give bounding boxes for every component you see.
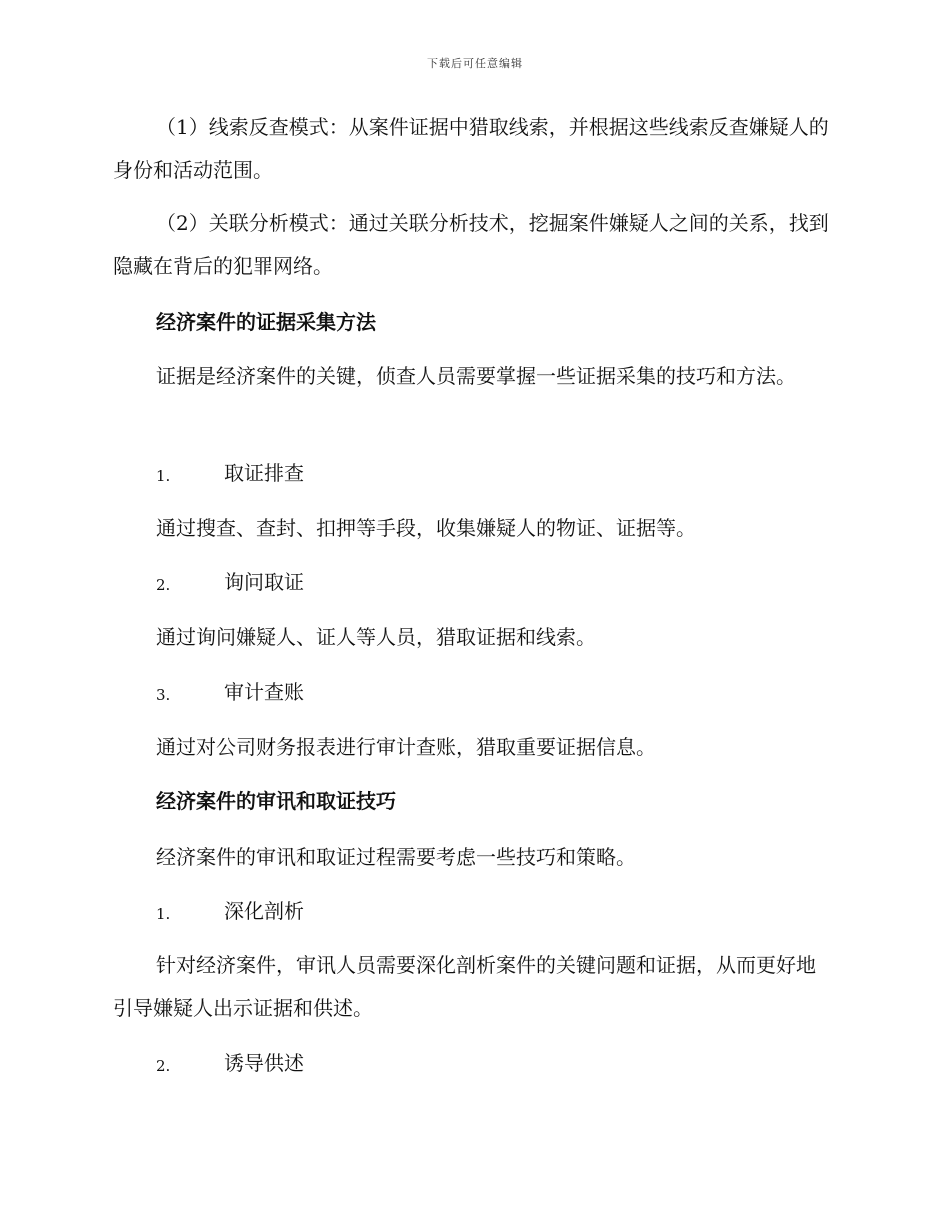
paragraph-audit-detail: 通过对公司财务报表进行审计查账，猎取重要证据信息。	[156, 735, 656, 759]
list-number: 3.	[156, 686, 171, 704]
list-item-audit	[156, 680, 756, 707]
list-label: 深化剖析	[224, 899, 304, 923]
list-label: 询问取证	[224, 570, 304, 594]
paragraph-deep-analysis-detail: 针对经济案件，审讯人员需要深化剖析案件的关键问题和证据，从而更好地引导嫌疑人出示证据和供述。	[113, 953, 816, 1020]
paragraph-evidence-intro: 证据是经济案件的关键，侦查人员需要掌握一些证据采集的技巧和方法。	[156, 364, 796, 388]
list-item-induce-confession	[156, 1051, 756, 1078]
list-item-search-investigation	[156, 461, 756, 488]
list-number: 2.	[156, 576, 171, 594]
list-label: 审计查账	[224, 680, 304, 704]
paragraph-search-detail: 通过搜查、查封、扣押等手段，收集嫌疑人的物证、证据等。	[156, 516, 696, 540]
section-heading-interrogation: 经济案件的审讯和取证技巧	[156, 789, 396, 813]
list-item-deep-analysis	[156, 899, 756, 926]
list-item-inquiry	[156, 570, 756, 597]
paragraph-clue-reverse-mode: （1）线索反查模式：从案件证据中猎取线索，并根据这些线索反查嫌疑人的身份和活动范围。	[113, 115, 829, 182]
list-number: 2.	[156, 1057, 171, 1075]
paragraph-inquiry-detail: 通过询问嫌疑人、证人等人员，猎取证据和线索。	[156, 625, 596, 649]
paragraph-interrogation-intro: 经济案件的审讯和取证过程需要考虑一些技巧和策略。	[156, 845, 636, 869]
page-header: 下载后可任意编辑	[427, 57, 523, 70]
section-heading-evidence-collection: 经济案件的证据采集方法	[156, 310, 376, 334]
list-number: 1.	[156, 905, 171, 923]
list-number: 1.	[156, 467, 171, 485]
list-label: 取证排查	[224, 461, 304, 485]
list-label: 诱导供述	[224, 1051, 304, 1075]
paragraph-association-analysis-mode: （2）关联分析模式：通过关联分析技术，挖掘案件嫌疑人之间的关系，找到隐藏在背后的犯罪网络。	[113, 211, 829, 278]
